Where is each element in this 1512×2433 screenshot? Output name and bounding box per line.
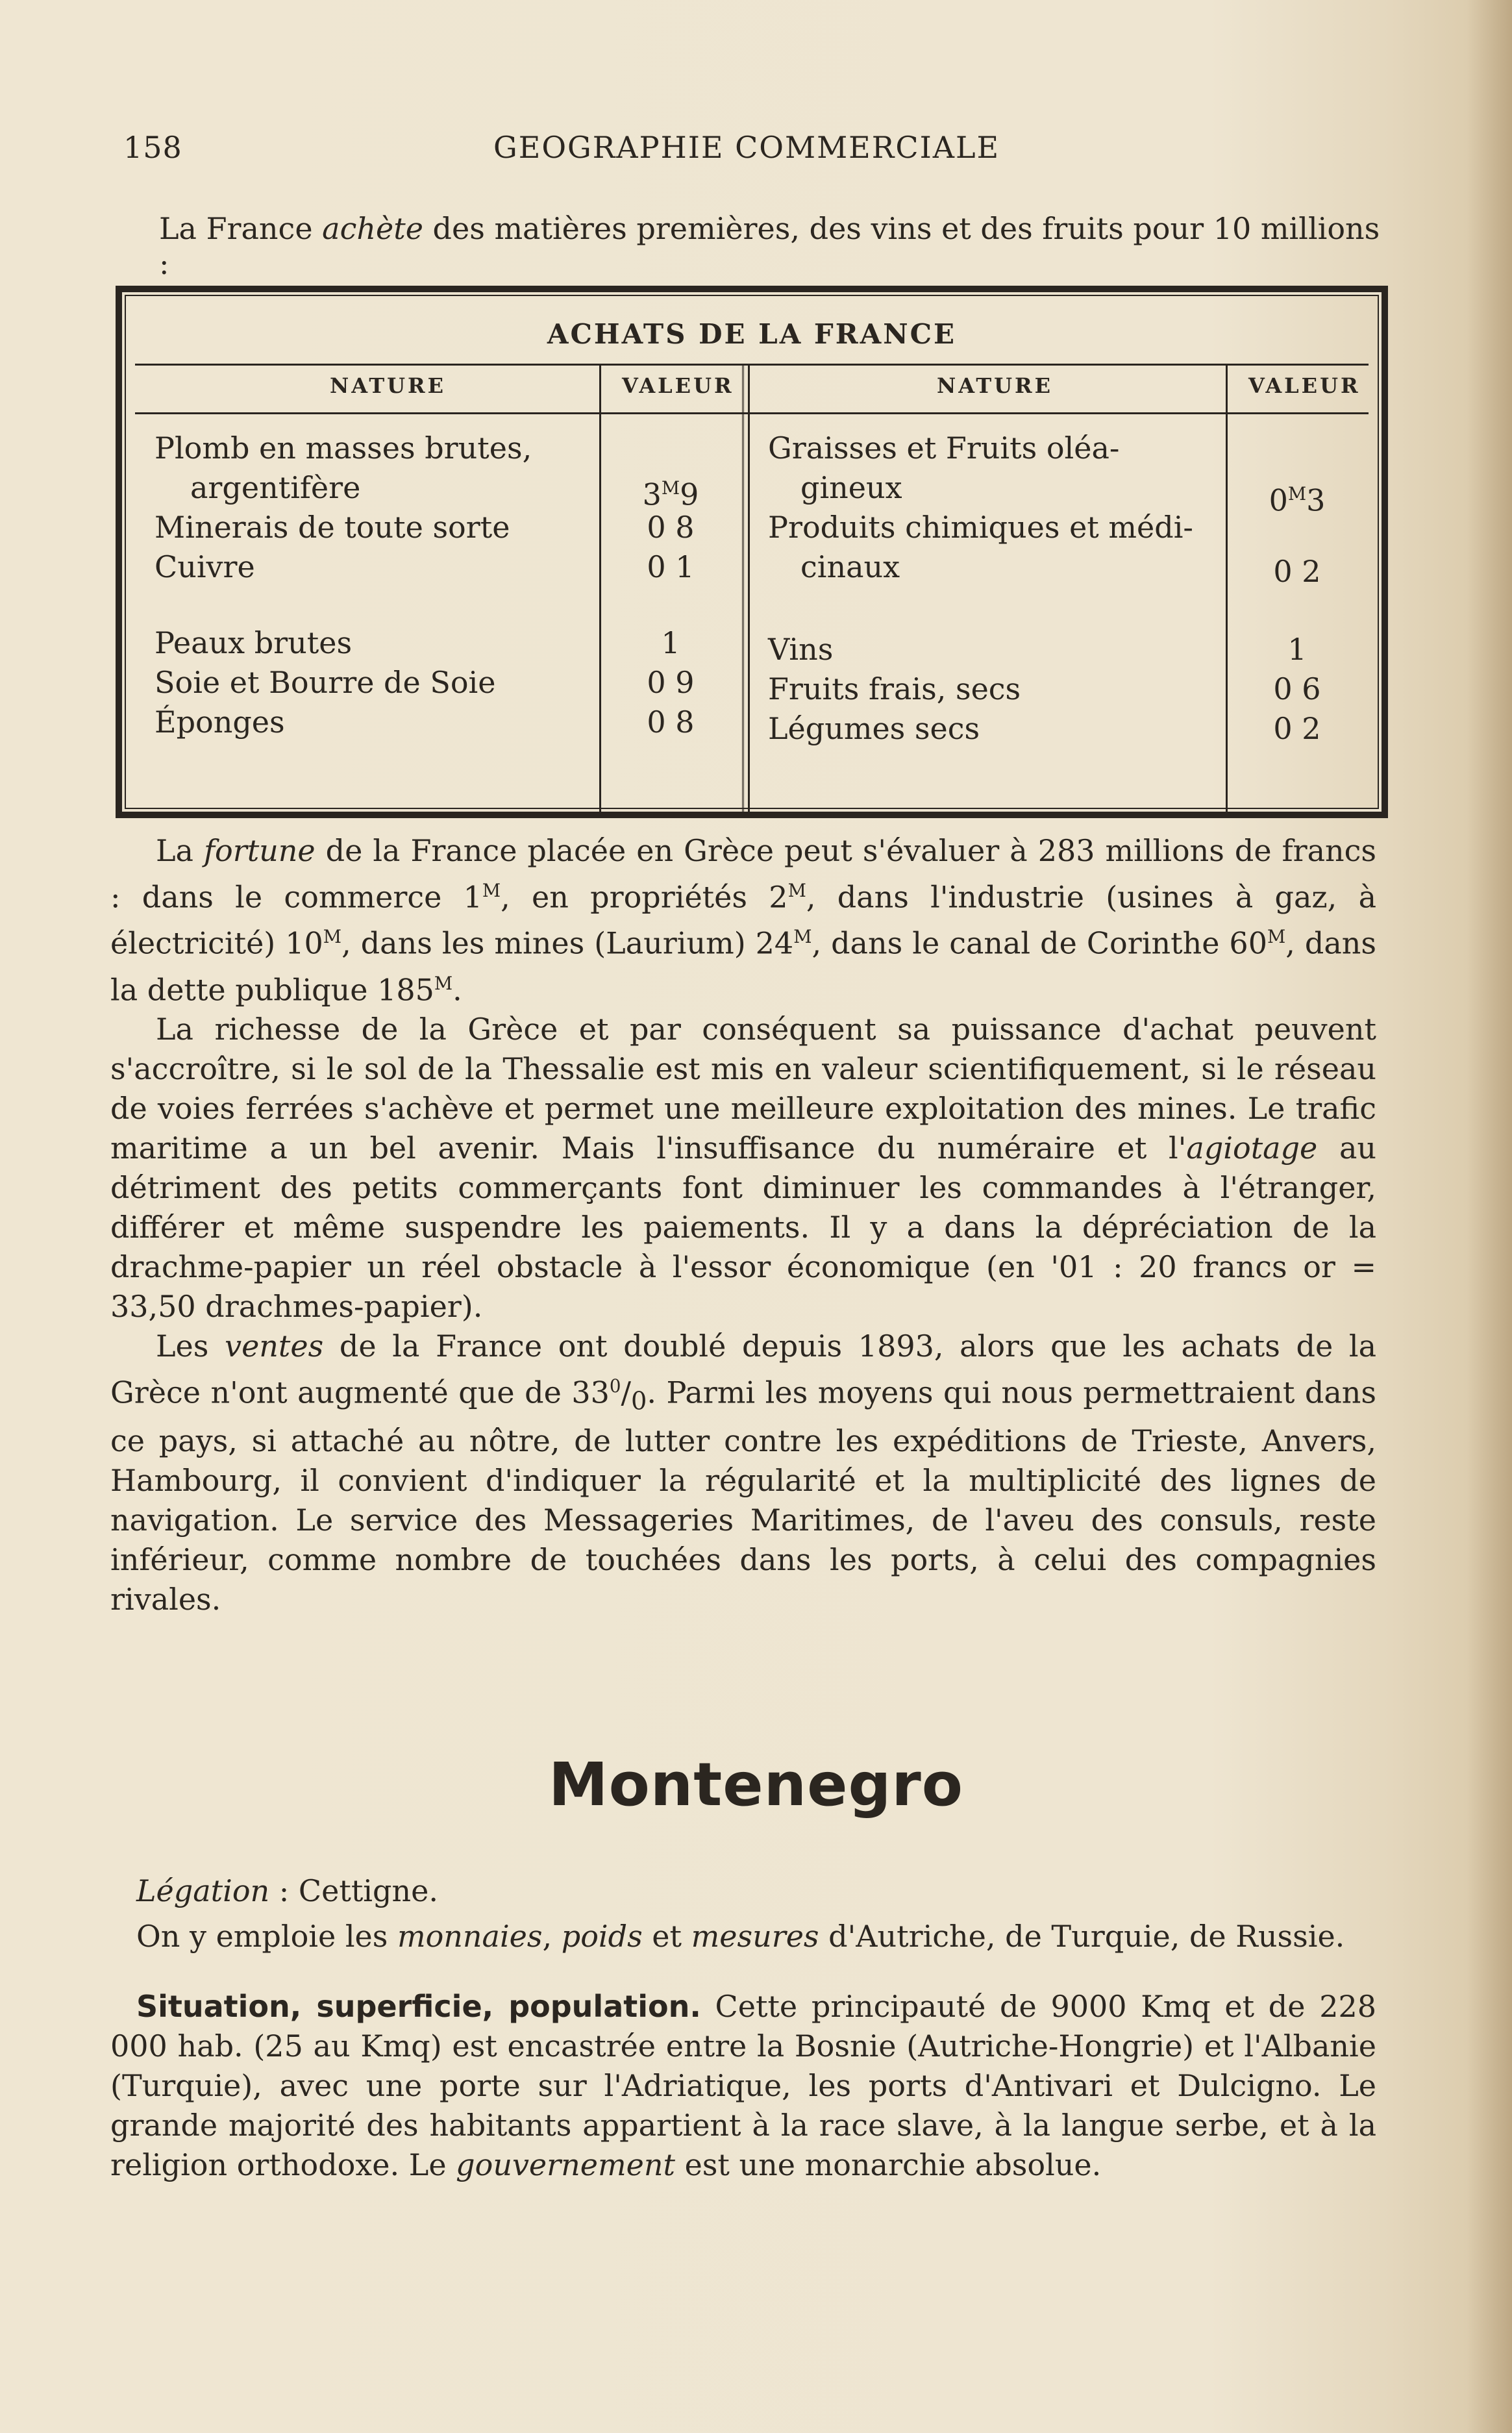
column-header-valeur: VALEUR — [622, 373, 734, 398]
column-header-nature: NATURE — [330, 373, 447, 398]
table-cell-nature: Cuivre — [155, 549, 255, 584]
column-divider — [599, 364, 601, 812]
table-intro — [159, 211, 1393, 281]
table-cell-value: 0 9 — [647, 665, 695, 700]
intro-emphasis: achète — [322, 211, 423, 246]
table-cell-value: $3^M9$ — [642, 477, 699, 512]
table-cell-value: 0 2 — [1273, 711, 1321, 746]
table-cell-nature: Éponges — [155, 705, 285, 740]
legation-value: Cettigne. — [298, 1873, 438, 1908]
page-edge-shadow — [1467, 0, 1512, 2433]
table-cell-nature: cinaux — [800, 549, 900, 584]
table-cell-value: 0 2 — [1273, 554, 1321, 589]
page-header — [123, 130, 1396, 175]
table-cell-value: 1 — [661, 625, 680, 660]
table-cell-value: $0^M3$ — [1269, 482, 1326, 518]
table-cell-value: 1 — [1287, 632, 1307, 667]
table-cell-value: 0 1 — [647, 549, 695, 584]
paragraph-fortune: La fortune de la France placée en Grèce peut s'évaluer à 283 millions de francs : dans le commerce $1^M$, en propriétés $2^M$, dans l'industrie (usines à gaz, à électricité) $10^M$, dans les mines (Laurium) $24^M$, dans le canal de Corinthe $60^M$, dans la dette publique $185^M$. — [110, 833, 1377, 1007]
table-cell-nature: gineux — [800, 470, 902, 505]
table-cell-nature: Plomb en masses brutes, — [155, 430, 532, 466]
intro-text: La France — [159, 211, 323, 246]
usage-line: On y emploie les monnaies, poids et mesures d'Autriche, de Turquie, de Russie. — [136, 1919, 1345, 1954]
table-rule — [135, 364, 1369, 366]
intro-text-end: des matières premières, des vins et des fruits pour 10 millions : — [159, 211, 1380, 281]
table-rule — [135, 412, 1369, 414]
column-divider — [1226, 364, 1228, 812]
table-cell-nature: Produits chimiques et médi- — [768, 510, 1193, 545]
situation-heading: Situation, superficie, population. — [136, 1989, 701, 2024]
table-cell-value: 0 8 — [647, 705, 695, 740]
paragraph-ventes: Les ventes de la France ont doublé depuis 1893, alors que les achats de la Grèce n'ont augmenté que de $33^0/_0$. Parmi les moyens qui nous permettraient dans ce pays, si attaché au nôtre, de lutter contre les expéditions de Trieste, Anvers, Hambourg, il convient d'indiquer la régularité et la multiplicité des lignes de navigation. Le service des Messageries Maritimes, de l'aveu des consuls, reste inférieur, comme nombre de touchées dans les ports, à celui des compagnies rivales. — [110, 1328, 1377, 1617]
section-title: Montenegro — [549, 1750, 963, 1819]
table-cell-nature: Légumes secs — [768, 711, 980, 746]
column-divider-center — [742, 364, 750, 812]
body-paragraphs — [110, 831, 1376, 1619]
table-cell-nature: Minerais de toute sorte — [155, 510, 510, 545]
column-header-nature: NATURE — [937, 373, 1054, 398]
table-cell-nature: argentifère — [190, 470, 361, 505]
table-cell-nature: Soie et Bourre de Soie — [155, 665, 496, 700]
table-cell-nature: Vins — [768, 632, 834, 667]
achats-table — [116, 286, 1388, 818]
running-title: GEOGRAPHIE COMMERCIALE — [493, 130, 1000, 165]
situation-paragraph: Situation, superficie, population. Cette principauté de 9000 Kmq et de 228 000 hab. (25 au Kmq) est encastrée entre la Bosnie (Autriche-Hongrie) et l'Albanie (Turquie), avec une porte sur l'Adriatique, les ports d'Antivari et Dulcigno. Le grande majorité des habitants appartient à la race slave, à la langue serbe, et à la religion orthodoxe. Le gouvernement est une monarchie absolue. — [110, 1989, 1376, 2182]
page-number: 158 — [123, 130, 182, 165]
table-cell-value: 0 6 — [1273, 671, 1321, 706]
legation-line: Légation : Cettigne. — [136, 1873, 438, 1908]
table-cell-value: 0 8 — [647, 510, 695, 545]
table-cell-nature: Fruits frais, secs — [768, 671, 1021, 706]
table-cell-nature: Peaux brutes — [155, 625, 353, 660]
column-header-valeur: VALEUR — [1248, 373, 1361, 398]
table-cell-nature: Graisses et Fruits oléa- — [768, 430, 1120, 466]
paragraph-richesse: La richesse de la Grèce et par conséquent sa puissance d'achat peuvent s'accroître, si le sol de la Thessalie est mis en valeur scientifiquement, si le réseau de voies ferrées s'achève et permet une meilleure exploitation des mines. Le trafic maritime a un bel avenir. Mais l'insuffisance du numéraire et l'agiotage au détriment des petits commerçants font diminuer les commandes à l'étranger, différer et même suspendre les paiements. Il y a dans la dépréciation de la drachme-papier un réel obstacle à l'essor économique (en '01 : 20 francs or = 33,50 drachmes-papier). — [110, 1011, 1376, 1324]
legation-label: Légation — [136, 1873, 270, 1908]
table-title: ACHATS DE LA FRANCE — [547, 318, 957, 350]
